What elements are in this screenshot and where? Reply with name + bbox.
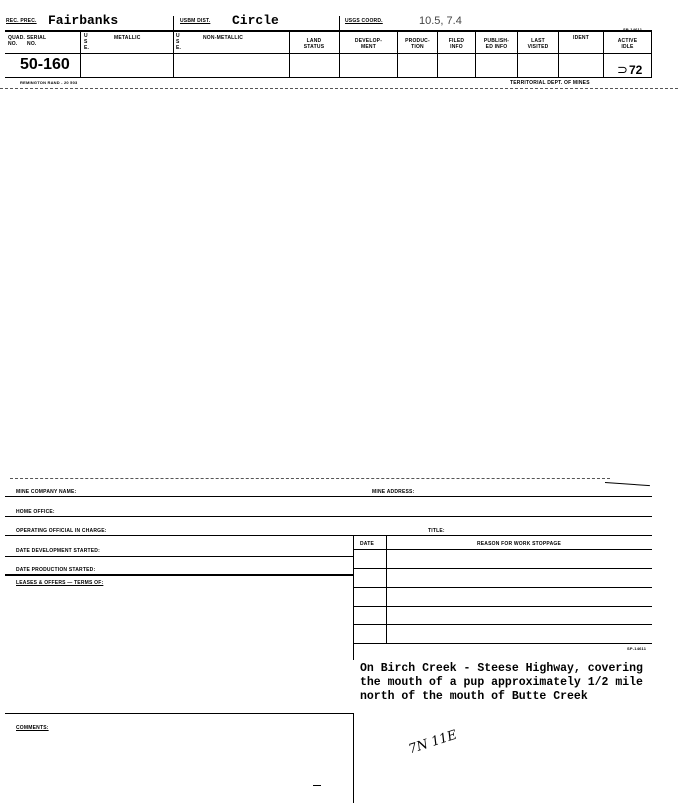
col-metallic: METALLIC [114, 35, 141, 41]
department-footer: TERRITORIAL DEPT. OF MINES [510, 80, 590, 86]
date-column-header: DATE [360, 541, 375, 547]
col-active-idle: ACTIVE IDLE [617, 38, 638, 50]
col-land-status: LAND STATUS [303, 38, 325, 50]
home-office-label: HOME OFFICE: [16, 509, 55, 515]
printer-imprint: REMINGTON RAND - 20 503 [20, 80, 78, 85]
usgs-coord-label: USGS COORD. [345, 18, 383, 24]
serial-number-value: 50-160 [20, 56, 70, 73]
active-idle-value: 72 [629, 63, 643, 77]
mine-company-name-label: MINE COMPANY NAME: [16, 489, 77, 495]
col-quad-serial: QUAD. SERIAL NO. NO. [8, 35, 47, 47]
operating-official-label: OPERATING OFFICIAL IN CHARGE: [16, 528, 107, 534]
handwritten-township-range: 7N 11E [406, 727, 459, 758]
location-description: On Birch Creek - Steese Highway, covering the mouth of a pup approximately 1/2 mile north of the mouth of Butte Creek [360, 662, 643, 703]
usbm-dist-label: USBM DIST. [180, 18, 211, 24]
form-number-bottom: SP-14611 [627, 646, 647, 651]
mine-address-label: MINE ADDRESS: [372, 489, 415, 495]
title-label: TITLE: [428, 528, 445, 534]
active-check-icon: ⊃ [617, 62, 628, 77]
date-development-started-label: DATE DEVELOPMENT STARTED: [16, 548, 100, 554]
reason-column-header: REASON FOR WORK STOPPAGE [476, 541, 562, 547]
rec-prec-value: Fairbanks [48, 13, 119, 28]
col-use-metallic: U S E. [84, 33, 90, 51]
col-last-visited: LAST VISITED [527, 38, 549, 50]
usbm-dist-value: Circle [232, 13, 279, 28]
rec-prec-label: REC. PREC. [6, 18, 37, 24]
col-non-metallic: NON-METALLIC [203, 35, 244, 41]
col-published-info: PUBLISH- ED INFO [483, 38, 510, 50]
usgs-coord-value: 10.5, 7.4 [419, 15, 462, 27]
comments-label: COMMENTS: [16, 725, 49, 731]
col-production: PRODUC- TION [405, 38, 430, 50]
col-development: DEVELOP- MENT [354, 38, 383, 50]
col-filed-info: FILED INFO [448, 38, 465, 50]
form-number-top: SP-14611 [623, 27, 643, 32]
col-ident: IDENT [573, 35, 589, 41]
col-use-nonmetallic: U S E. [176, 33, 182, 51]
leases-offers-label: LEASES & OFFERS — TERMS OF: [16, 580, 104, 586]
date-production-started-label: DATE PRODUCTION STARTED: [16, 567, 96, 573]
